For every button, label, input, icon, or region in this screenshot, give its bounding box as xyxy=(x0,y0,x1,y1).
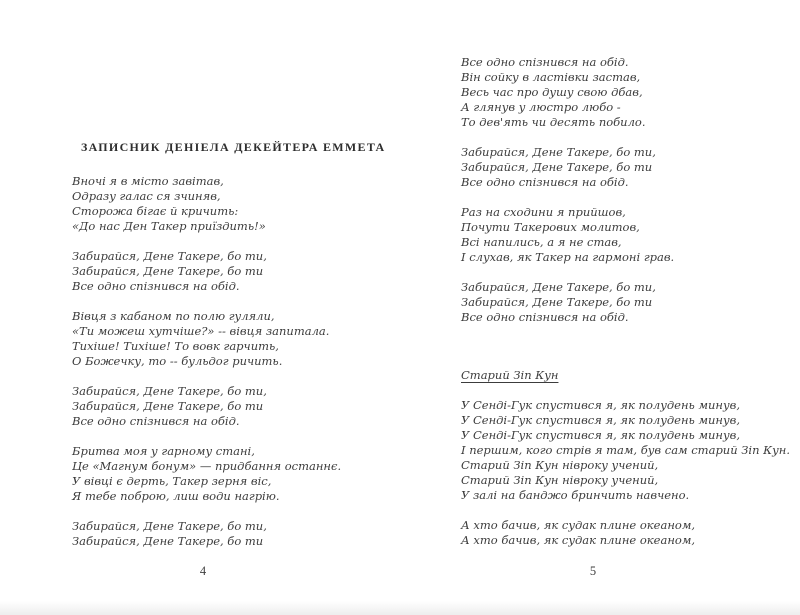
poem-line: Забирайся, Дене Такере, бо ти xyxy=(461,295,653,309)
poem-line: Все одно спізнився на обід. xyxy=(461,55,629,69)
poem-line: У Сенді-Гук спустився я, як полудень минув, xyxy=(461,398,740,412)
poem-line: У Сенді-Гук спустився я, як полудень минув, xyxy=(461,428,740,442)
poem-line: Тихіше! Тихіше! То вовк гарчить, xyxy=(72,339,279,353)
stanza xyxy=(461,518,791,548)
poem-right-bottom xyxy=(461,398,791,563)
poem-line: То дев'ять чи десять побило. xyxy=(461,115,646,129)
poem-line: А глянув у люстро любо - xyxy=(461,100,621,114)
stanza xyxy=(72,309,402,369)
poem-line: Я тебе поброю, лиш води нагрію. xyxy=(72,489,280,503)
page-right xyxy=(461,55,791,563)
page-title: ЗАПИСНИК ДЕНІЕЛА ДЕКЕЙТЕРА ЕММЕТА xyxy=(81,140,386,154)
poem-line: О Божечку, то -- бульдог ричить. xyxy=(72,354,283,368)
stanza xyxy=(72,384,402,429)
poem-line: Вночі я в місто завітав, xyxy=(72,174,224,188)
poem-line: Весь час про душу свою дбав, xyxy=(461,85,643,99)
poem-line: У Сенді-Гук спустився я, як полудень минув, xyxy=(461,413,740,427)
poem-line: Всі напились, а я не став, xyxy=(461,235,622,249)
page-left xyxy=(72,140,402,564)
stanza xyxy=(72,174,402,234)
stanza xyxy=(72,249,402,294)
section-heading: Старий Зіп Кун xyxy=(461,368,559,382)
poem-line: Все одно спізнився на обід. xyxy=(461,175,629,189)
stanza xyxy=(461,205,791,265)
poem-line: Забирайся, Дене Такере, бо ти, xyxy=(72,384,267,398)
stanza xyxy=(461,55,791,130)
poem-line: Забирайся, Дене Такере, бо ти xyxy=(461,160,653,174)
poem-line: Вівця з кабаном по полю гуляли, xyxy=(72,309,275,323)
poem-line: Старий Зіп Кун нівроку учений, xyxy=(461,458,659,472)
poem-line: Це «Магнум бонум» — придбання останнє. xyxy=(72,459,342,473)
poem-line: А хто бачив, як судак плине океаном, xyxy=(461,518,696,532)
poem-left xyxy=(72,174,402,564)
poem-line: Забирайся, Дене Такере, бо ти, xyxy=(461,145,656,159)
poem-line: Сторожа бігає й кричить: xyxy=(72,204,239,218)
poem-line: Забирайся, Дене Такере, бо ти, xyxy=(461,280,656,294)
poem-line: Раз на сходини я прийшов, xyxy=(461,205,626,219)
poem-line: Забирайся, Дене Такере, бо ти xyxy=(72,534,264,548)
poem-line: Почути Такерових молитов, xyxy=(461,220,640,234)
stanza xyxy=(72,444,402,504)
poem-line: Забирайся, Дене Такере, бо ти xyxy=(72,399,264,413)
stanza xyxy=(461,280,791,325)
poem-line: «До нас Ден Такер приїздить!» xyxy=(72,219,266,233)
poem-line: Одразу галас ся зчиняв, xyxy=(72,189,221,203)
stanza xyxy=(461,398,791,503)
poem-line: І слухав, як Такер на гармоні грав. xyxy=(461,250,675,264)
poem-line: Все одно спізнився на обід. xyxy=(72,414,240,428)
poem-line: Старий Зіп Кун нівроку учений, xyxy=(461,473,659,487)
poem-line: У залі на банджо бринчить навчено. xyxy=(461,488,690,502)
poem-line: А хто бачив, як судак плине океаном, xyxy=(461,533,696,547)
poem-line: І першим, кого стрів я там, був сам старий Зіп Кун. xyxy=(461,443,790,457)
poem-line: У вівці є дерть, Такер зерня віс, xyxy=(72,474,272,488)
poem-line: Забирайся, Дене Такере, бо ти, xyxy=(72,249,267,263)
poem-line: Бритва моя у гарному стані, xyxy=(72,444,255,458)
poem-line: Забирайся, Дене Такере, бо ти xyxy=(72,264,264,278)
poem-line: Він сойку в ластівки застав, xyxy=(461,70,641,84)
poem-line: «Ти можеш хутчіше?» -- вівця запитала. xyxy=(72,324,330,338)
poem-line: Забирайся, Дене Такере, бо ти, xyxy=(72,519,267,533)
poem-line: Все одно спізнився на обід. xyxy=(461,310,629,324)
stanza xyxy=(461,145,791,190)
stanza xyxy=(72,519,402,549)
page-number-left: 4 xyxy=(199,564,207,578)
poem-right-top xyxy=(461,55,791,340)
page-number-right: 5 xyxy=(589,564,597,578)
poem-line: Все одно спізнився на обід. xyxy=(72,279,240,293)
